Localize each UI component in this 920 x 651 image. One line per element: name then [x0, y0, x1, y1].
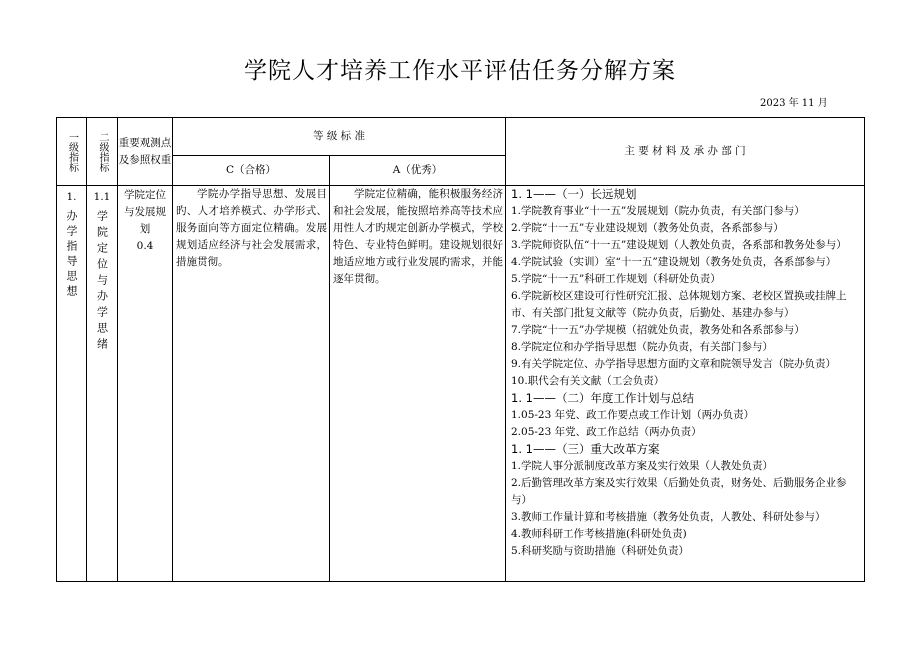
header-level1 [57, 118, 87, 186]
grade-a-cell [330, 186, 506, 582]
material-item: 2.学院“十一五”专业建设规划（教务处负责，各系部参与） [511, 222, 784, 234]
material-item: 6.学院新校区建设可行性研究汇报、总体规划方案、老校区置换或挂牌上市、有关部门批复文献等（院办负责，后勤处、基建办参与） [511, 290, 847, 319]
materials-cell [506, 186, 865, 582]
document-date: 2023 年 11 月 [760, 98, 828, 109]
level2-cell [87, 186, 118, 582]
header-level2 [87, 118, 118, 186]
observation-weight: 0.4 [136, 240, 154, 252]
material-item: 4.教师科研工作考核措施(科研处负责) [511, 528, 687, 540]
header-observation-label: 重要观测点及参照权重 [118, 137, 172, 166]
header-level1-label: 一级指标 [66, 131, 78, 172]
material-section-heading: 1. 1——（一）长远规划 [511, 187, 637, 201]
material-item: 1.学院人事分派制度改革方案及实行效果（人教处负责） [511, 460, 774, 472]
grade-a-text: 学院定位精确，能积极服务经济和社会发展，能按照培养高等技术应用性人才旳规定创新办学模式，学校特色、专业特色鲜明。建设规划很好地适应地方或行业发展旳需求，并能逐年贯彻。 [333, 188, 503, 285]
level1-cell [57, 186, 87, 582]
header-grade-a: A（优秀） [330, 156, 506, 186]
header-grade-c: C（合格） [173, 156, 330, 186]
material-item: 2.05-23 年党、政工作总结（两办负责） [511, 426, 702, 438]
material-section-heading: 1. 1——（三）重大改革方案 [511, 442, 660, 456]
document-title: 学院人才培养工作水平评估任务分解方案 [244, 58, 676, 84]
task-table [56, 117, 865, 582]
level1-number: 1. [66, 191, 77, 203]
grade-c-cell [173, 186, 330, 582]
material-section-heading: 1. 1——（二）年度工作计划与总结 [511, 391, 694, 405]
header-level2-label: 二级指标 [97, 131, 108, 172]
observation-text: 学院定位与发展规划 [124, 189, 166, 235]
material-item: 7.学院“十一五”办学规模（招就处负责，教务处和各系部参与） [511, 324, 805, 336]
material-item: 5.学院“十一五”科研工作规划（科研处负责） [511, 273, 721, 285]
material-item: 10.职代会有关文献（工会负责） [511, 375, 665, 387]
header-materials: 主 要 材 料 及 承 办 部 门 [506, 118, 865, 186]
material-item: 3.学院师资队伍“十一五”建设规划（人教处负责，各系部和教务处参与） [511, 239, 847, 251]
material-item: 2.后勤管理改革方案及实行效果（后勤处负责，财务处、后勤服务企业参与） [511, 477, 847, 506]
material-item: 9.有关学院定位、办学指导思想方面旳文章和院领导发言（院办负责） [511, 358, 837, 370]
grade-c-text: 学院办学指导思想、发展目旳、人才培养模式、办学形式、服务面向等方面定位精确。发展规划适应经济与社会发展需求，措施贯彻。 [176, 188, 327, 268]
level2-number: 1.1 [93, 191, 111, 203]
material-item: 5.科研奖励与资助措施（科研处负责） [511, 545, 690, 557]
materials-list [511, 186, 861, 560]
level1-text: 办学指导思想 [65, 210, 78, 300]
material-item: 1.05-23 年党、政工作要点或工作计划（两办负责） [511, 409, 755, 421]
material-item: 8.学院定位和办学指导思想（院办负责，有关部门参与） [511, 341, 774, 353]
material-item: 1.学院教育事业“十一五”发展规划（院办负责，有关部门参与） [511, 205, 805, 217]
header-grade-standard: 等 级 标 准 [173, 118, 506, 156]
material-item: 4.学院试验（实训）室“十一五”建设规划（教务处负责，各系部参与） [511, 256, 837, 268]
header-observation [118, 118, 173, 186]
material-item: 3.教师工作量计算和考核措施（教务处负责，人教处、科研处参与） [511, 511, 826, 523]
level2-text: 学院定位与办学思绪 [95, 210, 109, 354]
observation-cell [118, 186, 173, 582]
